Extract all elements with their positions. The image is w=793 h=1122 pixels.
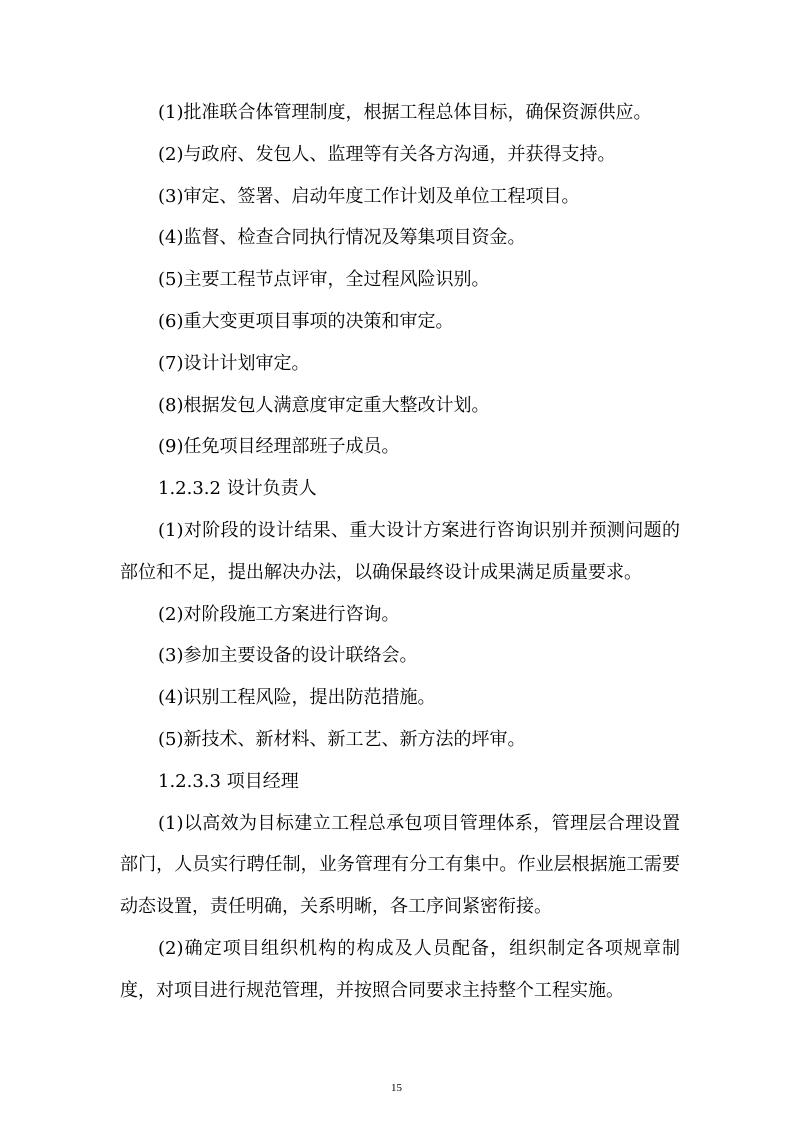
paragraph: (4)监督、检查合同执行情况及筹集项目资金。 <box>158 227 526 249</box>
paragraph: (3)审定、签署、启动年度工作计划及单位工程项目。 <box>158 185 580 207</box>
paragraph: (1)批准联合体管理制度，根据工程总体目标，确保资源供应。 <box>158 102 652 123</box>
paragraph: (1)对阶段的设计结果、重大设计方案进行咨询识别并预测问题的部位和不足，提出解决办法，以确保最终设计成果满足质量要求。 <box>120 519 680 583</box>
page-number: 15 <box>391 1082 402 1094</box>
paragraph: (5)主要工程节点评审，全过程风险识别。 <box>158 269 490 291</box>
document-body <box>120 92 680 1012</box>
section-heading: 1.2.3.2 设计负责人 <box>158 478 317 500</box>
paragraph: (3)参加主要设备的设计联络会。 <box>158 645 418 667</box>
paragraph: (1)以高效为目标建立工程总承包项目管理体系，管理层合理设置部门，人员实行聘任制，业务管理有分工有集中。作业层根据施工需要动态设置，责任明确，关系明晰，各工序间紧密衔接。 <box>120 812 680 918</box>
paragraph: (5)新技术、新材料、新工艺、新方法的坪审。 <box>158 728 526 750</box>
paragraph: (2)确定项目组织机构的构成及人员配备，组织制定各项规章制度，对项目进行规范管理，并按照合同要求主持整个工程实施。 <box>120 937 680 1001</box>
paragraph: (6)重大变更项目事项的决策和审定。 <box>158 310 454 332</box>
paragraph: (7)设计计划审定。 <box>158 352 310 374</box>
paragraph: (9)任免项目经理部班子成员。 <box>158 436 400 458</box>
paragraph: (8)根据发包人满意度审定重大整改计划。 <box>158 394 490 416</box>
paragraph: (2)与政府、发包人、监理等有关各方沟通，并获得支持。 <box>158 143 616 165</box>
section-heading: 1.2.3.3 项目经理 <box>158 770 299 792</box>
paragraph: (2)对阶段施工方案进行咨询。 <box>158 603 400 625</box>
paragraph: (4)识别工程风险，提出防范措施。 <box>158 687 436 709</box>
